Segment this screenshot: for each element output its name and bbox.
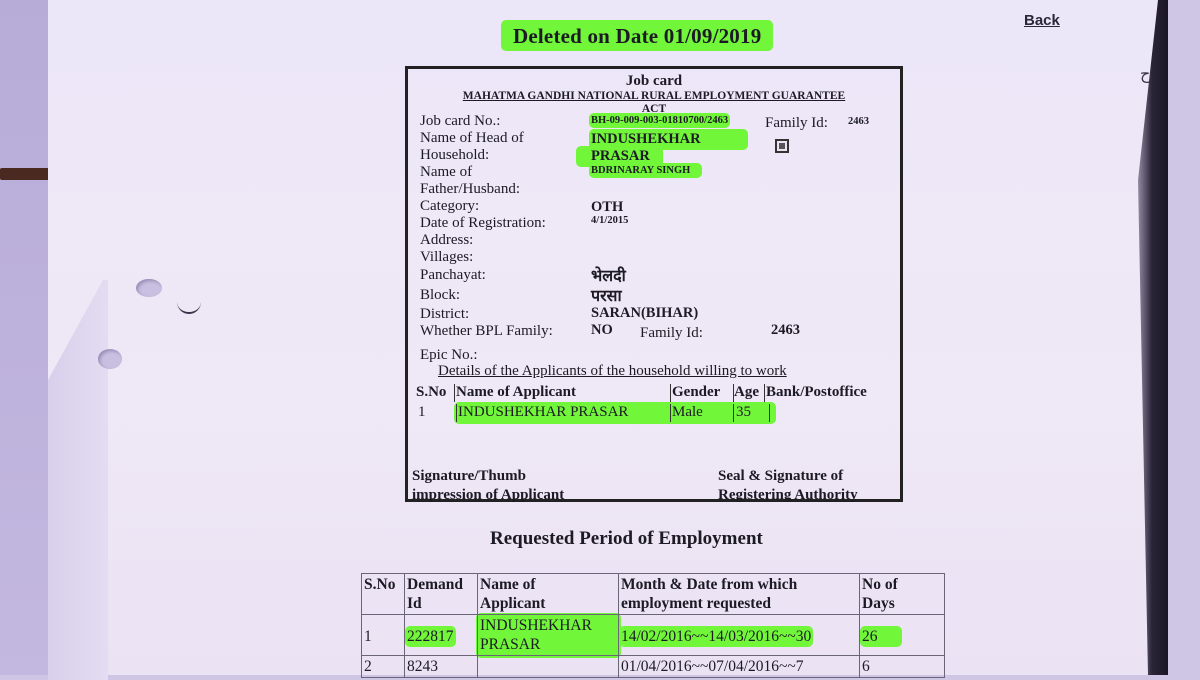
row-period <box>619 615 860 656</box>
deleted-date-banner: Deleted on Date 01/09/2019 <box>503 22 771 49</box>
col-name: Name of Applicant <box>456 384 576 400</box>
family-id-label-2: Family Id: <box>640 325 703 341</box>
head-label-2: Household: <box>420 147 490 163</box>
act-title-line2: ACT <box>641 103 667 115</box>
job-card-no-value: BH-09-009-003-01810700/2463 <box>591 115 729 126</box>
head-name-line1: INDUSHEKHAR <box>591 131 746 148</box>
epic-label: Epic No.: <box>420 347 478 363</box>
header-period-line2: employment requested <box>621 595 771 612</box>
header-demand-id <box>405 574 478 615</box>
col-sno: S.No <box>416 384 447 400</box>
father-label-2: Father/Husband: <box>420 181 520 197</box>
row-days: 6 <box>860 656 945 678</box>
head-label: Name of Head of <box>420 130 524 146</box>
requested-period-title: Requested Period of Employment <box>490 528 763 549</box>
photo-placeholder-icon <box>775 139 789 153</box>
bpl-label: Whether BPL Family: <box>420 323 553 339</box>
registration-date-label: Date of Registration: <box>420 215 546 231</box>
header-days-line1: No of <box>862 576 898 593</box>
header-sno: S.No <box>362 574 405 615</box>
signature-left-line2: impression of Applicant <box>412 487 565 503</box>
header-period <box>619 574 860 615</box>
signature-right-line2: Registering Authority <box>718 487 858 503</box>
row-period: 01/04/2016~~07/04/2016~~7 <box>619 656 860 678</box>
category-label: Category: <box>420 198 480 214</box>
signature-right-line1: Seal & Signature of <box>718 468 844 484</box>
father-name-value: BDRINARAY SINGH <box>591 165 700 176</box>
row-name-line1: INDUSHEKHAR <box>480 617 592 634</box>
panchayat-label: Panchayat: <box>420 267 486 283</box>
block-label: Block: <box>420 287 460 303</box>
punch-hole <box>98 349 122 369</box>
block-value: परसा <box>591 286 622 305</box>
registration-date-value: 4/1/2015 <box>591 215 629 226</box>
district-value: SARAN(BIHAR) <box>591 305 699 321</box>
header-days <box>860 574 945 615</box>
applicants-heading: Details of the Applicants of the household willing to work <box>438 363 787 379</box>
table-row <box>362 656 945 678</box>
row-sno: 2 <box>362 656 405 678</box>
row-days-value: 26 <box>862 628 900 645</box>
signature-left-line1: Signature/Thumb <box>412 468 526 484</box>
header-demand-line1: Demand <box>407 576 463 593</box>
district-label: District: <box>420 306 470 322</box>
villages-label: Villages: <box>420 249 474 265</box>
head-name-line2: PRASAR <box>578 148 661 165</box>
panchayat-value: भेलदी <box>591 266 626 285</box>
job-card-no-label: Job card No.: <box>420 113 501 129</box>
row-demand-id <box>405 615 478 656</box>
row-period-value: 14/02/2016~~14/03/2016~~30 <box>621 628 812 645</box>
family-id-label: Family Id: <box>765 115 828 131</box>
col-gender: Gender <box>672 384 721 400</box>
job-card-title: Job card <box>625 73 683 89</box>
page-fold <box>48 280 108 680</box>
address-label: Address: <box>420 232 474 248</box>
row-name-line2: PRASAR <box>480 636 541 653</box>
pen-mark: ح <box>1140 64 1151 83</box>
requested-period-table <box>361 573 945 678</box>
punch-hole <box>136 279 162 297</box>
background-surface <box>0 0 50 675</box>
table-row <box>362 615 945 656</box>
back-link[interactable]: Back <box>1024 12 1060 29</box>
applicant-name: INDUSHEKHAR PRASAR <box>458 404 629 420</box>
applicant-gender: Male <box>672 404 703 420</box>
page-edge-shadow <box>1128 0 1168 675</box>
header-name-line2: Applicant <box>480 595 546 612</box>
applicant-age: 35 <box>736 404 751 420</box>
row-days <box>860 615 945 656</box>
header-name <box>478 574 619 615</box>
col-bank: Bank/Postoffice <box>766 384 867 400</box>
bpl-value: NO <box>591 322 613 338</box>
applicant-sno: 1 <box>418 404 426 420</box>
family-id-value: 2463 <box>848 116 869 127</box>
row-demand-id: 8243 <box>405 656 478 678</box>
category-value: OTH <box>591 199 624 215</box>
header-period-line1: Month & Date from which <box>621 576 798 593</box>
col-age: Age <box>734 384 759 400</box>
row-name <box>478 656 619 678</box>
header-demand-line2: Id <box>407 595 422 612</box>
header-days-line2: Days <box>862 595 895 612</box>
table-header-row <box>362 574 945 615</box>
job-card <box>405 66 903 502</box>
binding-string <box>0 168 50 180</box>
authority-signature-label <box>718 467 858 505</box>
father-label: Name of <box>420 164 473 180</box>
act-title-line1: MAHATMA GANDHI NATIONAL RURAL EMPLOYMENT GUARANTEE <box>462 90 846 102</box>
row-demand-id-value: 222817 <box>407 628 454 645</box>
row-name <box>478 615 619 656</box>
applicant-signature-label <box>412 467 564 505</box>
header-name-line1: Name of <box>480 576 536 593</box>
family-id-value-2: 2463 <box>771 322 800 338</box>
row-sno: 1 <box>362 615 405 656</box>
